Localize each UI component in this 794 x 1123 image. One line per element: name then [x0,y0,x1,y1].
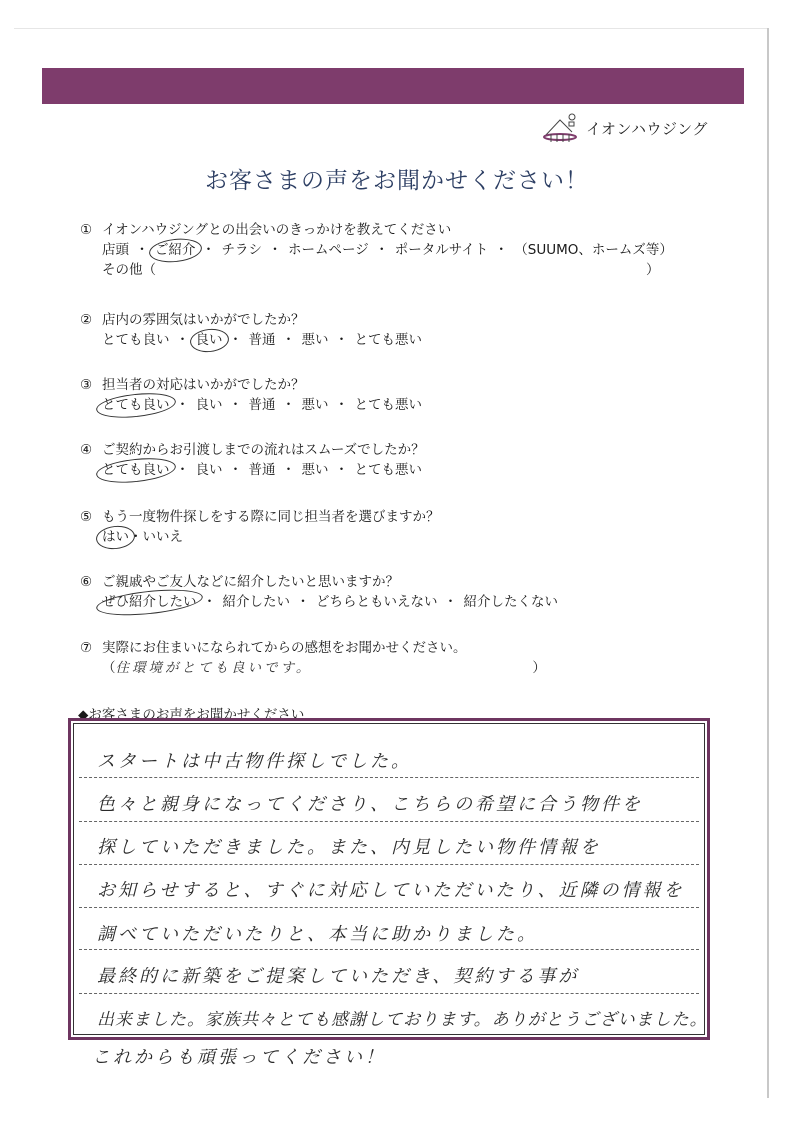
ruled-line [79,777,699,778]
brand-name: イオンハウジング [586,119,708,138]
option-selected[interactable]: ご紹介 [155,242,196,258]
question-text: イオンハウジングとの出会いのきっかけを教えてください [102,222,452,238]
answer-field[interactable] [80,658,546,678]
voice-line: 出来ました。家族共々とても感謝しております。ありがとうございました。 [97,1010,708,1030]
option-selected[interactable]: とても良い [102,397,170,413]
page-title: お客さまの声をお聞かせください！ [205,168,589,194]
question-number: ② [80,312,93,328]
question-number: ⑦ [80,640,93,656]
option[interactable]: とても悪い [354,462,422,478]
question-text: ご親戚やご友人などに紹介したいと思いますか？ [102,574,399,590]
question-text: 担当者の対応はいかがでしたか？ [102,377,305,393]
question-options: 店頭 ・ ご紹介 ・ チラシ ・ ホームページ ・ ポータルサイト ・ （SUUMO、ホームズ等） [102,242,673,258]
voice-heading: ◆お客さまのお声をお聞かせください [78,707,305,723]
option-selected[interactable]: とても良い [102,462,170,478]
question-6 [80,572,558,612]
question-number: ③ [80,377,93,393]
option: （SUUMO、ホームズ等） [514,242,673,258]
voice-line: お知らせすると、すぐに対応していただいたり、近隣の情報を [97,880,685,901]
ruled-line [79,821,699,822]
question-number: ⑤ [80,509,93,525]
voice-line: 最終的に新築をご提案していただき、契約する事が [97,966,580,987]
voice-box[interactable] [68,718,710,1040]
question-1 [80,220,673,280]
option[interactable]: チラシ [221,242,262,258]
option[interactable]: ポータルサイト [394,242,489,258]
voice-line: スタートは中古物件探しでした。 [97,751,412,772]
question-options: とても良い ・ 良い ・ 普通 ・ 悪い ・ とても悪い [102,462,422,478]
question-4 [80,440,425,480]
question-text: 店内の雰囲気はいかがでしたか？ [102,312,305,328]
option[interactable]: 良い [195,397,223,413]
option[interactable]: とても悪い [354,332,422,348]
option[interactable]: いいえ [142,529,183,545]
option[interactable]: 紹介したくない [463,594,558,610]
answer-open: （ [102,660,116,676]
question-number: ① [80,222,93,238]
option[interactable]: とても良い [102,332,170,348]
option[interactable]: ホームページ [288,242,369,258]
brand-logo [542,112,708,144]
page-edge [14,28,768,29]
option[interactable]: 悪い [301,462,329,478]
option[interactable]: 店頭 [102,242,129,258]
other-field[interactable] [80,260,673,280]
question-text: ご契約からお引渡しまでの流れはスムーズでしたか？ [102,442,425,458]
question-3 [80,375,422,415]
option[interactable]: 悪い [301,332,329,348]
question-2 [80,310,422,350]
house-logo-icon [542,112,582,144]
option[interactable]: 悪い [301,397,329,413]
option-selected[interactable]: はい [102,529,129,545]
option[interactable]: どちらともいえない [316,594,438,610]
other-label: その他（ [102,262,156,278]
other-close: ） [646,262,660,278]
question-text: もう一度物件探しをする際に同じ担当者を選びますか？ [102,509,440,525]
question-text: 実際にお住まいになられてからの感想をお聞かせください。 [102,640,467,656]
question-number: ④ [80,442,93,458]
option-selected[interactable]: 良い [195,332,223,348]
voice-line: 探していただきました。また、内見したい物件情報を [97,837,601,858]
ruled-line [79,949,699,950]
handwritten-answer: 住環境がとても良いです。 [115,660,313,676]
option[interactable]: 普通 [248,332,276,348]
option[interactable]: とても悪い [354,397,422,413]
option[interactable]: 普通 [248,462,276,478]
question-options: とても良い ・ 良い ・ 普通 ・ 悪い ・ とても悪い [102,397,422,413]
voice-line: 調べていただいたりと、本当に助かりました。 [97,924,538,945]
option[interactable]: 良い [195,462,223,478]
question-options: ぜひ紹介したい ・ 紹介したい ・ どちらともいえない ・ 紹介したくない [102,594,558,610]
voice-line-overflow: これからも頑張ってください！ [92,1047,386,1068]
option-selected[interactable]: ぜひ紹介したい [102,594,197,610]
question-options: とても良い ・ 良い ・ 普通 ・ 悪い ・ とても悪い [102,332,422,348]
question-7 [80,638,546,678]
option[interactable]: 普通 [248,397,276,413]
answer-close: ） [532,660,546,676]
ruled-line [79,993,699,994]
voice-line: 色々と親身になってくださり、こちらの希望に合う物件を [97,794,643,815]
ruled-line [79,907,699,908]
ruled-line [79,864,699,865]
question-options: はい・いいえ [102,529,183,545]
question-5 [80,507,440,547]
question-number: ⑥ [80,574,93,590]
header-banner [42,68,744,104]
option[interactable]: 紹介したい [222,594,290,610]
